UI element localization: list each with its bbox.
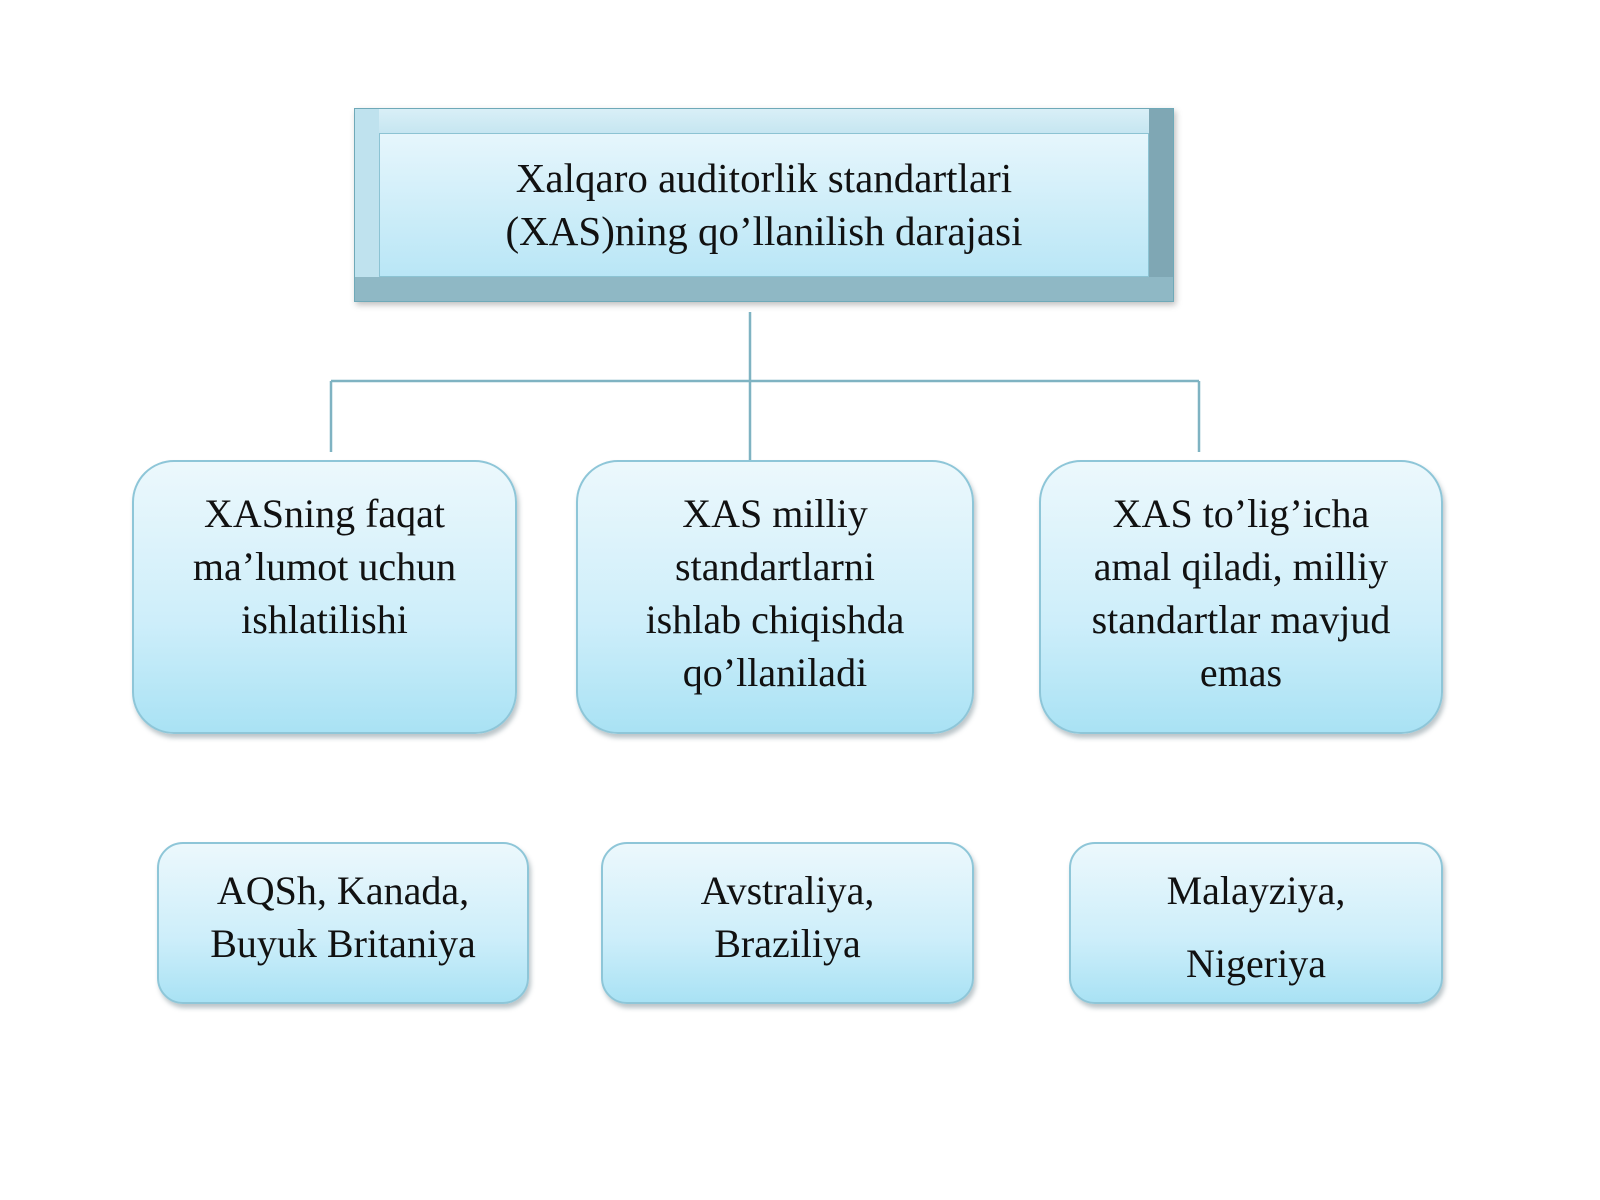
root-bevel-right	[1149, 109, 1173, 301]
branch-node-national-standards	[576, 460, 974, 734]
root-node-label: Xalqaro auditorlik standartlari (XAS)ning qo’llanilish darajasi	[505, 155, 1023, 254]
countries-node-information-only	[157, 842, 529, 1004]
root-node-face	[379, 133, 1149, 277]
branch-node-full-adoption	[1039, 460, 1443, 734]
countries-label: Malayziya, Nigeriya	[1166, 868, 1346, 986]
branch-node-label: XASning faqat ma’lumot uchun ishlatilishi	[192, 491, 457, 642]
root-node	[354, 108, 1174, 302]
branch-node-label: XAS milliy standartlarni ishlab chiqishda qo’llaniladi	[645, 491, 905, 695]
root-bevel-bottom	[355, 277, 1173, 301]
branch-node-information-only	[132, 460, 517, 734]
countries-node-national-standards	[601, 842, 974, 1004]
root-bevel-left	[355, 109, 379, 301]
root-bevel-top	[355, 109, 1173, 133]
countries-label: AQSh, Kanada, Buyuk Britaniya	[210, 868, 476, 966]
countries-node-full-adoption	[1069, 842, 1443, 1004]
branch-node-label: XAS to’lig’icha amal qiladi, milliy standartlar mavjud emas	[1091, 491, 1391, 695]
countries-label: Avstraliya, Braziliya	[700, 868, 875, 966]
